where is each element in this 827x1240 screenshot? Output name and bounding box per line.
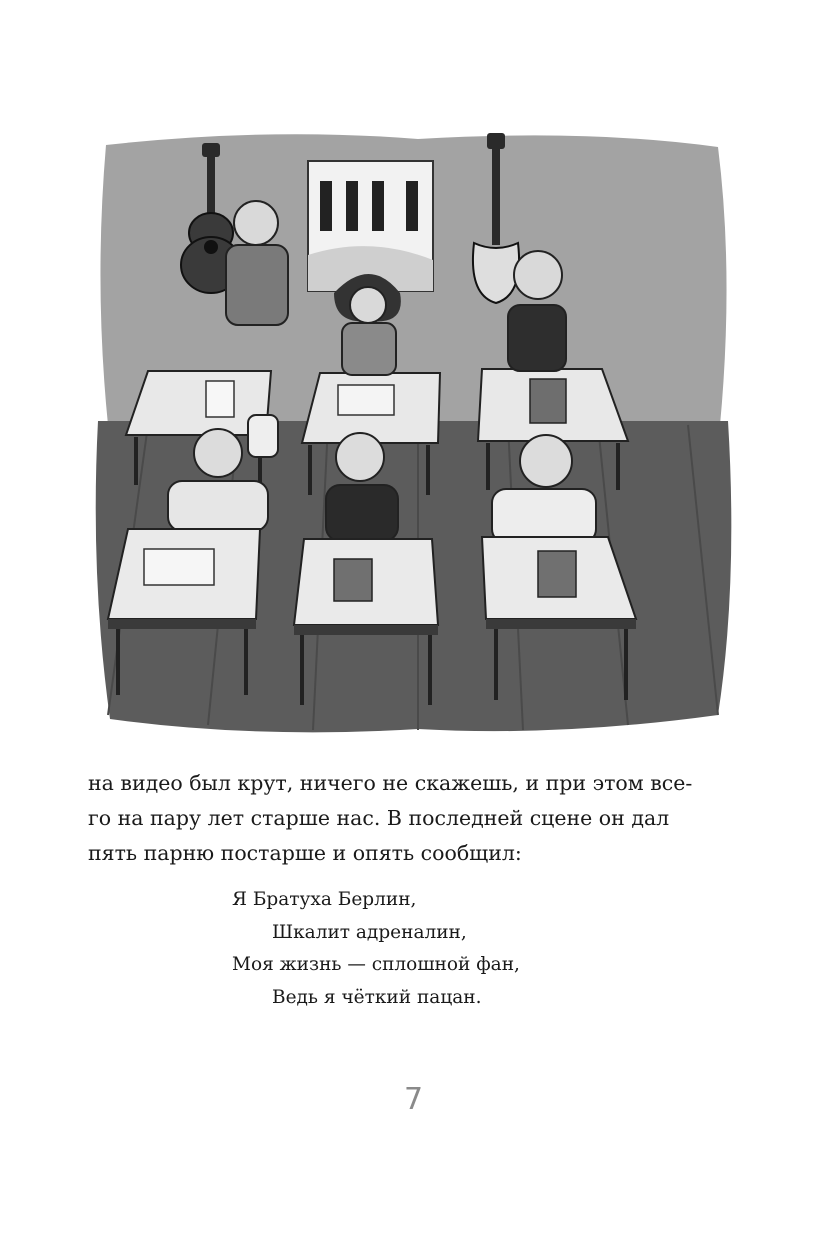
page-number: 7 [403,1082,424,1117]
piano-keys-poster-icon [308,161,433,291]
poem-line: Моя жизнь — сплошной фан, [232,954,520,975]
prose-line: пять парню постарше и опять сообщил: [88,841,522,865]
poem-line: Я Братуха Берлин, [232,889,417,910]
body-text [88,766,748,871]
prose-line: го на пару лет старше нас. В последней сцене он дал [88,806,670,830]
backpack-icon [248,415,278,457]
poem-line: Шкалит адреналин, [272,921,467,943]
poem [232,884,520,1014]
prose-line: на видео был крут, ничего не скажешь, и при этом все- [88,771,693,795]
classroom-illustration [88,125,736,750]
poem-line: Ведь я чёткий пацан. [272,986,482,1008]
